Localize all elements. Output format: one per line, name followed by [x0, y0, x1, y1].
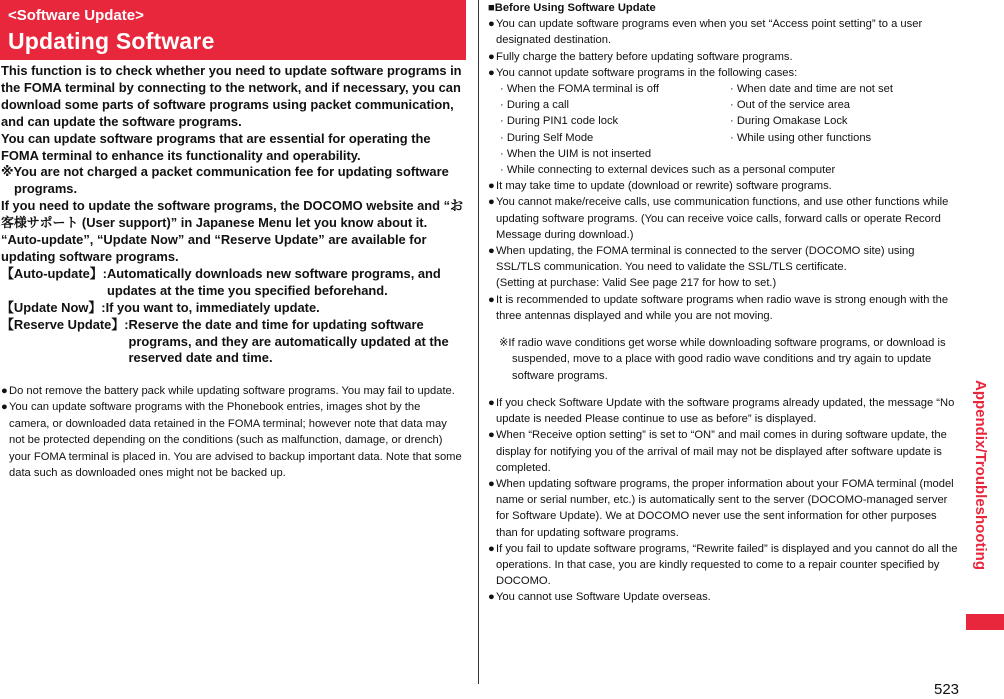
definition-reserve-update	[1, 317, 465, 368]
intro-paragraph: “Auto-update”, “Update Now” and “Reserve Update” are available for updating software programs.	[1, 232, 427, 264]
case-item: · Out of the service area	[730, 99, 851, 112]
list-item: ● You cannot use Software Update overseas.	[488, 589, 958, 605]
left-bullet-list	[1, 383, 463, 481]
case-item: · During Self Mode	[500, 131, 594, 144]
bullet-icon: ●	[488, 50, 495, 63]
radio-wave-note: ※If radio wave conditions get worse while downloading software programs, or download is suspended, move to a place with good radio wave conditions and try again to update software programs.	[499, 337, 946, 382]
column-divider	[478, 0, 479, 684]
intro-paragraph: If you need to update the software programs, the DOCOMO website and “お客様サポート (User support)” in Japanese Menu let you know about it.	[1, 198, 463, 231]
bullet-icon: ●	[488, 542, 495, 555]
list-item: ● It may take time to update (download or rewrite) software programs.	[488, 178, 958, 194]
list-item: ● If you check Software Update with the software programs already updated, the message “No update is needed Please continue to use as before” is displayed.	[488, 397, 955, 426]
definition-term: 【Update Now】:	[1, 299, 106, 315]
list-item: ● You can update software programs with the Phonebook entries, images shot by the camera, or downloaded data retained in the FOMA terminal; however note that data may not be protected depending on the conditions (such as malfunction, damage, or drench) your FOMA terminal is placed in. You are advised to backup important data. Note that some data such as downloaded ones might not be backed up.	[1, 401, 462, 480]
fee-note: ※You are not charged a packet communication fee for updating software programs.	[1, 164, 449, 197]
bullet-icon: ●	[1, 385, 8, 397]
definition-auto-update	[1, 266, 465, 300]
section-subtitle: <Software Update>	[8, 7, 144, 24]
list-item: ● You cannot make/receive calls, use communication functions, and use other functions while updating software programs. (You can receive voice calls, forward calls or operate Record Message during download.)	[488, 196, 949, 241]
bullet-icon: ●	[1, 401, 8, 414]
section-header	[0, 0, 466, 60]
case-item: · During a call	[500, 99, 570, 112]
side-section-label: Appendix/Troubleshooting	[972, 380, 989, 570]
case-item: · While using other functions	[730, 131, 872, 144]
bullet-icon: ●	[488, 180, 495, 193]
definition-desc: Automatically downloads new software programs, and updates at the time you specified beforehand.	[106, 265, 441, 298]
intro-text	[1, 63, 465, 367]
bullet-icon: ●	[488, 591, 495, 604]
list-item: ● When “Receive option setting” is set to “ON” and mail comes in during software update, the display for notifying you of the arrival of mail may not be displayed after software update is completed.	[488, 429, 947, 474]
bullet-icon: ●	[488, 196, 495, 209]
case-item: · While connecting to external devices such as a personal computer	[500, 164, 836, 177]
case-item: · During PIN1 code lock	[500, 115, 619, 128]
list-item: ● You can update software programs even when you set “Access point setting” to a user designated destination.	[488, 18, 923, 47]
list-item: ● Do not remove the battery pack while updating software programs. You may fail to update.	[1, 383, 463, 399]
list-item: ● It is recommended to update software programs when radio wave is strong enough with the three antennas displayed and while you are not moving.	[488, 293, 949, 322]
bullet-icon: ●	[488, 397, 495, 410]
right-column	[488, 0, 958, 606]
side-tab-marker	[966, 614, 1004, 630]
case-item: · During Omakase Lock	[730, 115, 848, 128]
list-item: ● When updating software programs, the proper information about your FOMA terminal (model name or serial number, etc.) is automatically sent to the server (DOCOMO-managed server for Software Update). We at DOCOMO never use the sent information for other purposes than for updating software programs.	[488, 478, 954, 539]
page-title: Updating Software	[8, 28, 215, 54]
definition-term: 【Reserve Update】:	[1, 316, 129, 332]
bullet-icon: ●	[488, 429, 495, 442]
bullet-icon: ●	[488, 245, 495, 258]
intro-paragraph: This function is to check whether you need to update software programs in the FOMA terminal by connecting to the network, and if necessary, you can download some parts of software programs using packet communication, and can update the software programs.	[1, 63, 462, 129]
bullet-icon: ●	[488, 293, 495, 306]
setting-note: (Setting at purchase: Valid See page 217 for how to set.)	[496, 277, 777, 290]
bullet-icon: ●	[488, 478, 495, 491]
bullet-icon: ●	[488, 18, 495, 31]
page-number: 523	[934, 681, 960, 698]
section-heading: ■Before Using Software Update	[488, 2, 656, 14]
case-item: · When the UIM is not inserted	[500, 147, 652, 160]
definition-term: 【Auto-update】:	[1, 265, 107, 281]
intro-paragraph: You can update software programs that are essential for operating the FOMA terminal to enhance its functionality and operability.	[1, 130, 431, 163]
definition-desc: Reserve the date and time for updating software programs, and they are automatically updated at the reserved date and time.	[128, 316, 449, 366]
list-item: ● You cannot update software programs in the following cases:	[488, 65, 958, 81]
list-item: ● When updating, the FOMA terminal is connected to the server (DOCOMO site) using SSL/TLS communication. You need to validate the SSL/TLS certificate. (Setting at purchase: Valid See page 217 for how to set.)	[488, 245, 915, 290]
case-item: · When date and time are not set	[730, 83, 893, 96]
bullet-icon: ●	[488, 66, 495, 79]
list-item: ● If you fail to update software programs, “Rewrite failed” is displayed and you cannot do all the operations. In that case, you are kindly requested to come to a repair counter specified by DOCOMO.	[488, 542, 958, 588]
definition-update-now	[1, 300, 465, 317]
definition-desc: If you want to, immediately update.	[105, 299, 320, 315]
case-item: · When the FOMA terminal is off	[500, 83, 659, 96]
case-list	[488, 81, 958, 146]
list-item: ● Fully charge the battery before updating software programs.	[488, 49, 958, 65]
